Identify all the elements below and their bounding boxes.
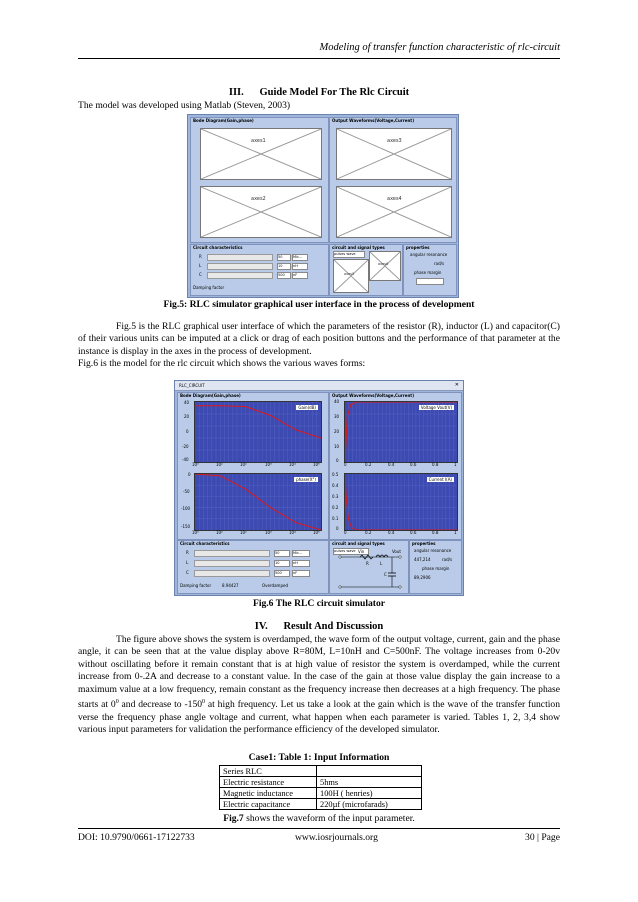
current-chart — [345, 474, 457, 530]
fig6-prop-angular-value: 447,214 — [414, 557, 431, 562]
phase-ytick: 0 — [188, 472, 191, 477]
gain-xtick: 10² — [240, 462, 247, 467]
fig6-r-value[interactable]: 50 — [274, 550, 290, 557]
phase-ytick: -150 — [181, 524, 191, 529]
fig5-c-value[interactable]: 500 — [277, 272, 291, 279]
fig5-axes4 — [336, 186, 452, 238]
data-point — [245, 488, 246, 489]
phase-xtick: 10⁵ — [313, 530, 320, 535]
fig5-axes4-label: axes4 — [387, 196, 402, 202]
phase-xtick: 10⁰ — [192, 530, 199, 535]
fig5-axes2 — [200, 186, 322, 238]
data-point — [346, 496, 347, 497]
volt-ytick: 0 — [336, 458, 339, 463]
results-part3: at high frequency. Let us take a look at the gain which is the wave of the transfer function verse the frequency phase angle voltage and current, what happen when each parameter is varied. Tables 1, 2, 3,4 show various input parameters for validation the performance efficiency of the developed simulator. — [78, 699, 560, 736]
c-label: C — [384, 572, 387, 577]
phase-xtick: 10⁴ — [289, 530, 296, 535]
gain-xtick: 10⁴ — [289, 462, 296, 467]
fig5-signal-title: circuit and signal types — [332, 245, 385, 250]
gain-xtick: 10⁵ — [313, 462, 320, 467]
section-4-heading — [78, 621, 560, 632]
l-label: L — [380, 561, 383, 566]
fig5-prop-unit: rad/s — [434, 261, 445, 266]
fig6-r-label: R — [186, 550, 189, 555]
fig5-output-title: Output Waveforms(Voltage,Current) — [332, 118, 415, 123]
gain-legend: Gain(dB) — [298, 405, 316, 410]
fig6-c-value[interactable]: 500 — [274, 570, 290, 577]
fig5-signal-select[interactable]: pulses wave — [333, 251, 365, 258]
fig6-prop-unit: rad/s — [442, 557, 453, 562]
section-3-title: Guide Model For The Rlc Circuit — [259, 87, 410, 98]
vout-label: Vout — [392, 549, 401, 554]
fig5-axes3 — [336, 128, 452, 180]
fig6-l-slider[interactable] — [194, 560, 270, 567]
fig5-l-slider[interactable] — [207, 263, 273, 270]
table-cell — [317, 766, 422, 777]
data-point — [456, 402, 457, 403]
fig6-l-label: L — [186, 560, 189, 565]
volt-xtick: 0.6 — [410, 462, 417, 467]
fig7-text: shows the waveform of the input parameter. — [243, 813, 415, 824]
fig6-signal-select[interactable]: pulses wave — [333, 548, 369, 555]
section-3-heading — [78, 87, 560, 98]
fig6-l-unit[interactable]: nH — [292, 560, 310, 567]
table-cell: Electric resistance — [220, 777, 317, 788]
fig6-properties-panel — [409, 540, 462, 594]
fig6-bode-panel — [177, 392, 329, 540]
table-row — [220, 766, 422, 777]
fig6-damping-label: Damping factor — [180, 583, 212, 588]
degree-sup: 0 — [115, 699, 119, 706]
data-point — [220, 405, 221, 406]
fig7-ref: Fig.7 — [223, 813, 244, 824]
phase-xtick: 10² — [216, 530, 223, 535]
fig6-gui — [174, 380, 464, 596]
table-row — [220, 777, 422, 788]
para-fig6: Fig.6 is the model for the rlc circuit which shows the various waves forms: — [78, 358, 366, 369]
data-point — [220, 475, 221, 476]
gain-xtick: 10³ — [265, 462, 272, 467]
fig5-axes1-label: axes1 — [251, 138, 266, 144]
fig5-signal-panel — [329, 244, 403, 296]
fig5-properties-panel — [403, 244, 457, 296]
fig6-output-title: Output Waveforms(Voltage,Current) — [332, 393, 415, 398]
curr-xtick: 1 — [454, 530, 457, 535]
fig5-axes3-label: axes3 — [387, 138, 402, 144]
data-point — [400, 402, 401, 403]
fig5-r-unit[interactable]: Mic... — [292, 254, 308, 261]
curr-ytick: 0.4 — [332, 483, 339, 488]
fig5-bode-panel — [190, 117, 329, 243]
fig5-axes1 — [200, 128, 322, 180]
fig6-gain-plot — [194, 401, 322, 463]
curr-ytick: 0.5 — [332, 472, 339, 477]
table-cell: 220µf (microfarads) — [317, 799, 422, 810]
fig5-prop-margin: phase margin — [414, 270, 442, 275]
fig5-caption: Fig.5: RLC simulator graphical user interface in the process of development — [163, 299, 475, 310]
fig6-damping-value: 8.94427 — [222, 583, 239, 588]
fig6-circuit-panel — [177, 540, 329, 594]
fig5-gui — [187, 114, 459, 298]
degree-sup: 0 — [202, 699, 206, 706]
fig6-signal-panel — [329, 540, 409, 594]
fig6-properties-title: properties — [412, 541, 436, 546]
header-rule — [78, 58, 560, 59]
data-point — [270, 507, 271, 508]
volt-ytick: 40 — [334, 399, 340, 404]
fig6-prop-angular: angular resonance — [414, 548, 452, 553]
fig6-current-plot — [344, 473, 458, 531]
fig6-window-title: RLC_CIRCUIT — [179, 383, 205, 388]
volt-xtick: 1 — [454, 462, 457, 467]
data-point — [245, 406, 246, 407]
gain-ytick: 0 — [186, 429, 189, 434]
fig6-prop-margin: phase margin — [422, 566, 450, 571]
fig5-r-value[interactable]: 50 — [277, 254, 291, 261]
fig5-axes2-label: axes2 — [251, 196, 266, 202]
fig6-bode-title: Bode Diagram(Gain,phase) — [180, 393, 241, 398]
fig5-r-slider[interactable] — [207, 254, 273, 261]
curr-xtick: 0.4 — [388, 530, 395, 535]
volt-ytick: 20 — [334, 429, 340, 434]
phase-chart — [195, 474, 321, 530]
fig5-prop-select[interactable] — [416, 278, 444, 285]
gain-xtick: 10² — [216, 462, 223, 467]
fig6-c-label: C — [186, 570, 189, 575]
gain-ytick: -40 — [182, 457, 189, 462]
para-results — [78, 634, 560, 736]
fig6-circuit-title: Circuit characteristics — [180, 541, 230, 546]
gain-ytick: 40 — [184, 400, 190, 405]
vin-label: Vin — [358, 549, 365, 554]
curr-xtick: 0.6 — [410, 530, 417, 535]
section-4-number: IV. — [254, 621, 268, 632]
fig5-l-unit[interactable]: nH — [292, 263, 308, 270]
fig6-voltage-plot — [344, 401, 458, 463]
fig5-c-slider[interactable] — [207, 272, 273, 279]
fig6-l-value[interactable]: 10 — [274, 560, 290, 567]
curr-xtick: 0.8 — [432, 530, 439, 535]
data-point — [351, 527, 352, 528]
table-cell: 5hms — [317, 777, 422, 788]
fig6-output-panel — [329, 392, 462, 540]
fig5-l-value[interactable]: 10 — [277, 263, 291, 270]
data-point — [295, 429, 296, 430]
fig5-c-label: C — [199, 272, 202, 277]
fig6-r-slider[interactable] — [194, 550, 270, 557]
curr-xtick: 0 — [344, 530, 347, 535]
fig6-titlebar — [175, 381, 463, 391]
fig6-caption: Fig.6 The RLC circuit simulator — [252, 598, 386, 609]
close-icon[interactable]: ✕ — [454, 382, 459, 388]
footer-page: 30 | Page — [525, 832, 560, 843]
footer-doi: DOI: 10.9790/0661-17122733 — [78, 832, 195, 843]
input-table — [219, 765, 422, 810]
fig5-circuit-title: Circuit characteristics — [193, 245, 243, 250]
fig5-prop-angular: angular resonance — [410, 252, 448, 257]
results-part2: and decrease to -150 — [118, 699, 203, 711]
volt-xtick: 0.4 — [388, 462, 395, 467]
table-cell: Magnetic inductance — [220, 788, 317, 799]
table-caption: Case1: Table 1: Input Information — [248, 752, 390, 763]
section-3-number: III. — [228, 87, 244, 98]
fig5-axes6-label: axes6 — [378, 262, 389, 266]
current-legend: Current I(A) — [428, 477, 452, 482]
fig5-bode-title: Bode Diagram(Gain,phase) — [193, 118, 254, 123]
data-point — [270, 415, 271, 416]
voltage-legend: Voltage Vout(V) — [420, 405, 452, 410]
volt-xtick: 0.2 — [365, 462, 372, 467]
volt-xtick: 0.8 — [432, 462, 439, 467]
gain-chart — [195, 402, 321, 462]
voltage-chart — [345, 402, 457, 462]
footer-site: www.iosrjournals.org — [295, 832, 378, 843]
results-part1: The figure above shows the system is overdamped, the wave form of the output voltage, current, gain and the phase angle, it can be seen that at the value display above R=80M, L=10nH and C=500nF. The voltage increases from 0-20v without oscillating before it remain constant that is at high value of resistor the system is overdamped, while the current increase from 0-.2A and decrease to a constant value. In the case of the gain at those value display the gain increase to a maximum value at a low frequency, remain constant as the frequency increase then decreases at a high frequency. The phase starts at 0 — [78, 634, 560, 711]
phase-xtick: 10³ — [265, 530, 272, 535]
section-4-title: Result And Discussion — [283, 621, 384, 632]
running-header: Modeling of transfer function characteristic of rlc-circuit — [319, 42, 560, 53]
fig6-phase-plot — [194, 473, 322, 531]
data-point — [350, 404, 351, 405]
curr-ytick: 0.2 — [332, 505, 339, 510]
volt-ytick: 10 — [334, 444, 340, 449]
gain-ytick: 20 — [184, 414, 190, 419]
footer-rule — [78, 828, 560, 829]
volt-ytick: 30 — [334, 414, 340, 419]
fig5-axes6 — [369, 251, 401, 281]
fig5-c-unit[interactable]: nF — [292, 272, 308, 279]
phase-ytick: -50 — [183, 489, 190, 494]
data-point — [347, 416, 348, 417]
curr-ytick: 0.3 — [332, 494, 339, 499]
fig5-damping-label: Damping factor — [193, 285, 225, 290]
fig6-c-slider[interactable] — [194, 570, 270, 577]
data-point — [348, 518, 349, 519]
table-cell: Electric capacitance — [220, 799, 317, 810]
phase-legend: phase(X°) — [296, 477, 316, 482]
curr-ytick: 0.1 — [332, 516, 339, 521]
intro-line: The model was developed using Matlab (Steven, 2003) — [78, 100, 291, 111]
table-cell: Series RLC — [220, 766, 317, 777]
fig5-l-label: L — [199, 263, 202, 268]
fig6-r-unit[interactable]: Mic... — [292, 550, 310, 557]
para-fig5: Fig.5 is the RLC graphical user interface of which the parameters of the resistor (R), inductor (L) and capacitor(C) of their various units can be imputed at a click or drag of each position buttons and the performance of that parameter at the instance is display in the axes in the process of development. — [78, 321, 560, 357]
fig5-circuit-panel — [190, 244, 329, 296]
fig5-axes5-label: axes5 — [344, 272, 355, 276]
fig5-r-label: R — [199, 254, 202, 259]
volt-xtick: 0 — [344, 462, 347, 467]
gain-ytick: -20 — [182, 444, 189, 449]
fig5-output-panel — [329, 117, 457, 243]
fig7-line — [78, 813, 560, 824]
fig6-c-unit[interactable]: nF — [292, 570, 310, 577]
r-label: R — [366, 561, 369, 566]
table-row — [220, 788, 422, 799]
phase-ytick: -100 — [181, 506, 191, 511]
fig5-properties-title: properties — [406, 245, 430, 250]
curr-ytick: 0 — [336, 526, 339, 531]
fig6-damping-state: Overdamped — [262, 583, 288, 588]
curr-xtick: 0.2 — [365, 530, 372, 535]
table-row — [220, 799, 422, 810]
phase-xtick: 10² — [240, 530, 247, 535]
gain-xtick: 10⁰ — [192, 462, 199, 467]
fig6-signal-title: circuit and signal types — [332, 541, 385, 546]
fig5-axes5 — [333, 259, 369, 293]
fig6-prop-margin-value: 89,2906 — [414, 575, 431, 580]
data-point — [295, 522, 296, 523]
table-cell: 100H ( henries) — [317, 788, 422, 799]
